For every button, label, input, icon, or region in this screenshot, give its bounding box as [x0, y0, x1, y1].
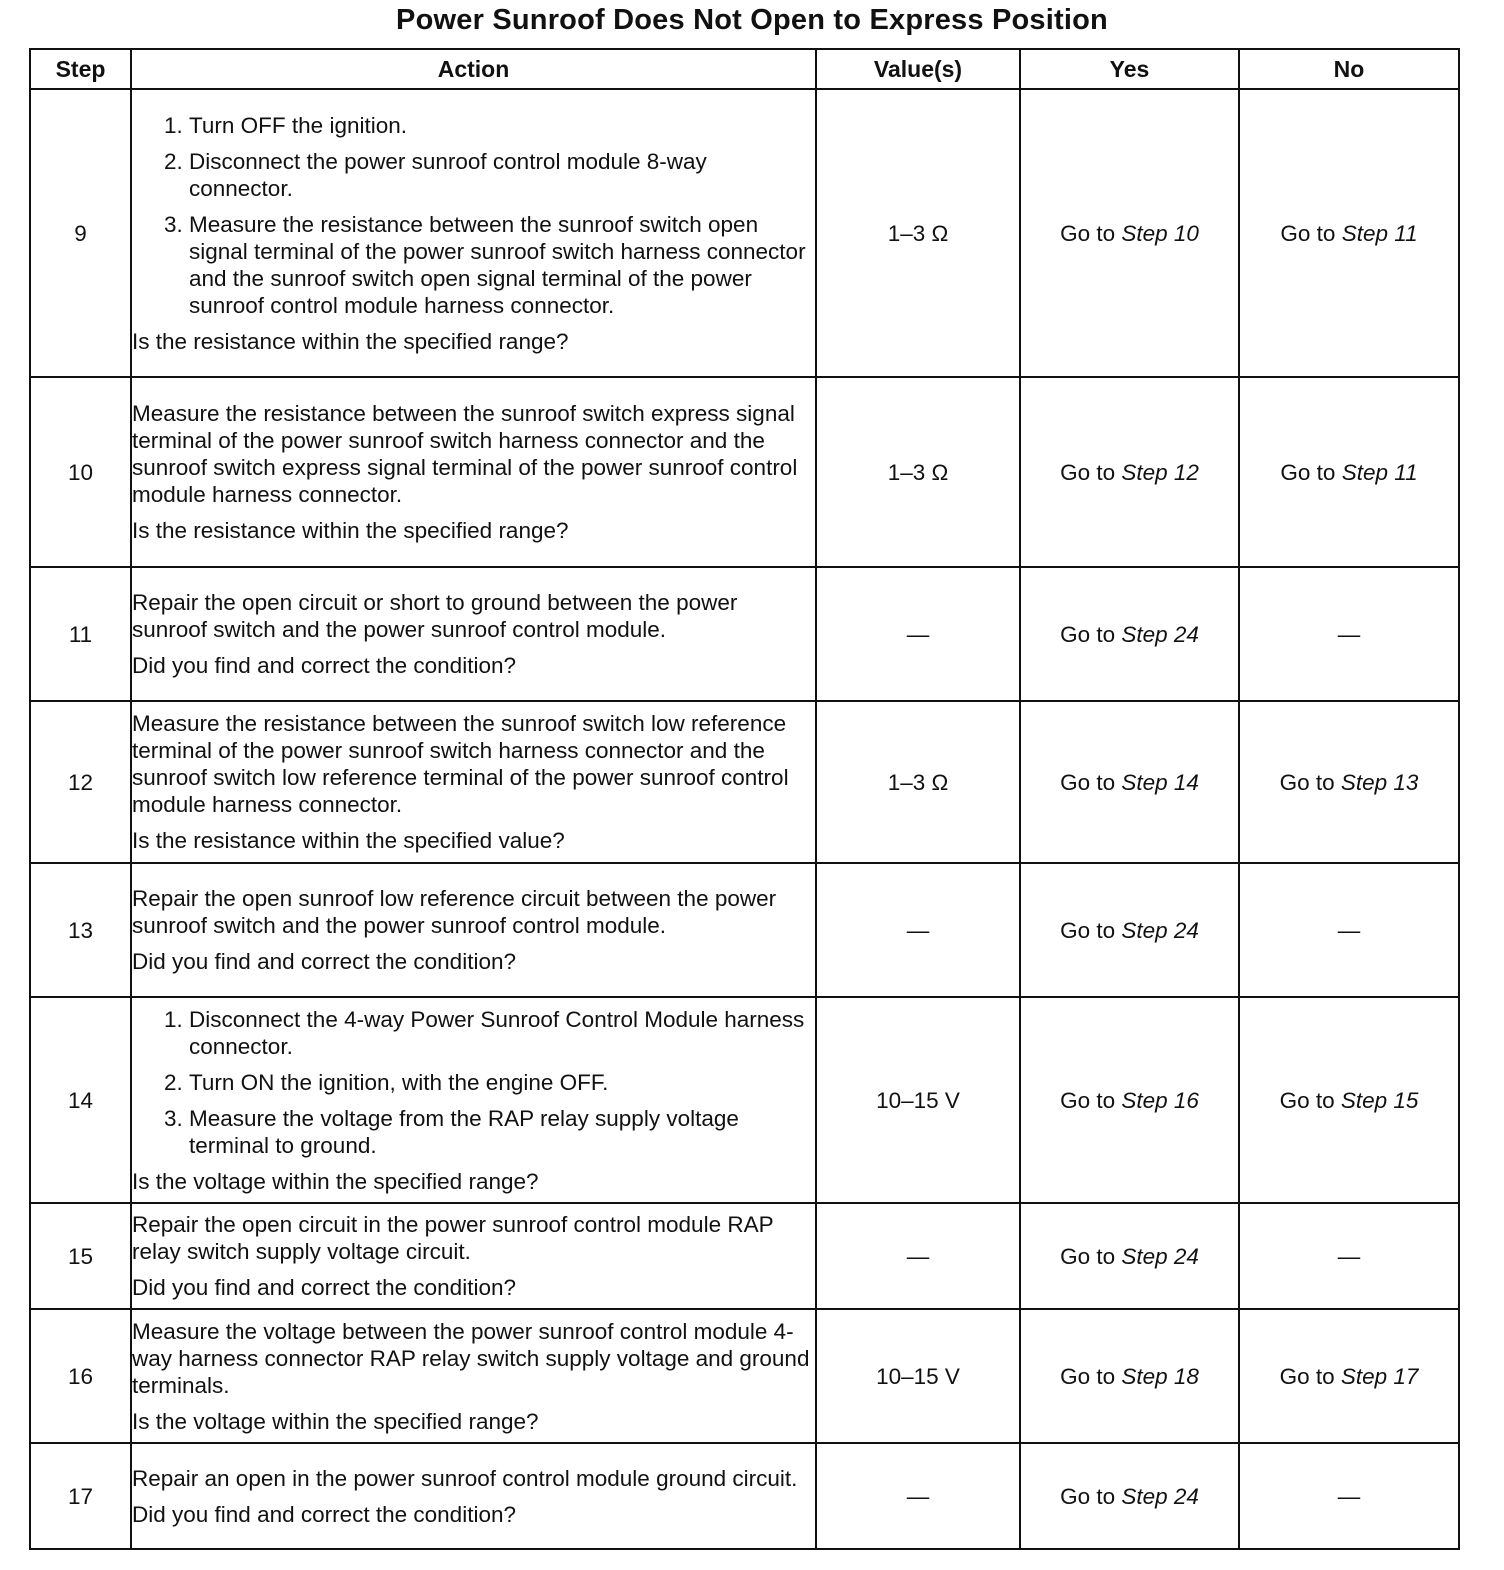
goto-step-link: Step 11	[1341, 220, 1418, 246]
yes-cell	[1020, 377, 1239, 567]
table-row	[30, 1309, 1459, 1443]
action-steps-list	[132, 112, 815, 319]
goto-step-link: Step 16	[1121, 1087, 1199, 1113]
goto-step-link: Step 24	[1121, 917, 1199, 943]
table-header-row	[30, 49, 1459, 89]
table-row	[30, 377, 1459, 567]
value-cell: 10–15 V	[816, 1309, 1020, 1443]
header-value: Value(s)	[816, 49, 1020, 89]
yes-cell	[1020, 1443, 1239, 1549]
goto-prefix: Go to	[1279, 1363, 1341, 1389]
no-cell	[1239, 1309, 1459, 1443]
action-description: Repair the open sunroof low reference circuit between the power sunroof switch and the power sunroof control module.	[132, 886, 777, 938]
action-cell	[131, 863, 816, 997]
action-question: Did you find and correct the condition?	[132, 653, 516, 678]
action-cell	[131, 1203, 816, 1309]
value-cell: 1–3 Ω	[816, 701, 1020, 863]
goto-prefix: Go to	[1280, 220, 1342, 246]
value-cell: —	[816, 863, 1020, 997]
action-question: Is the resistance within the specified value?	[132, 828, 565, 853]
goto-prefix: Go to	[1060, 1363, 1122, 1389]
goto-prefix: Go to	[1060, 1243, 1122, 1269]
action-steps-list	[132, 1006, 815, 1159]
header-yes: Yes	[1020, 49, 1239, 89]
action-step: 1. Turn OFF the ignition.	[189, 112, 815, 139]
goto-step-link: Step 24	[1121, 621, 1199, 647]
goto-step-link: Step 24	[1121, 1243, 1199, 1269]
action-question: Did you find and correct the condition?	[132, 1275, 516, 1300]
action-description: Measure the voltage between the power sunroof control module 4- way harness connector RAP relay switch supply voltage and ground terminals.	[132, 1318, 810, 1398]
value-cell: 10–15 V	[816, 997, 1020, 1203]
table-row	[30, 1443, 1459, 1549]
action-step: 1. Disconnect the 4-way Power Sunroof Control Module harness connector.	[189, 1006, 815, 1060]
no-cell: —	[1239, 567, 1459, 701]
action-question: Is the resistance within the specified range?	[132, 518, 569, 543]
goto-prefix: Go to	[1060, 621, 1122, 647]
diagnostic-table	[29, 48, 1460, 1550]
table-row	[30, 997, 1459, 1203]
yes-cell	[1020, 863, 1239, 997]
action-question: Is the voltage within the specified range?	[132, 1408, 539, 1434]
yes-cell	[1020, 701, 1239, 863]
goto-prefix: Go to	[1060, 917, 1122, 943]
step-number: 12	[30, 701, 131, 863]
value-cell: 1–3 Ω	[816, 89, 1020, 377]
header-action: Action	[131, 49, 816, 89]
value-cell: —	[816, 1203, 1020, 1309]
goto-prefix: Go to	[1060, 1483, 1122, 1509]
step-number: 9	[30, 89, 131, 377]
goto-step-link: Step 11	[1341, 459, 1418, 485]
goto-step-link: Step 24	[1121, 1483, 1199, 1509]
step-number: 14	[30, 997, 131, 1203]
no-cell	[1239, 997, 1459, 1203]
action-question: Is the voltage within the specified range?	[132, 1168, 539, 1194]
action-description: Repair the open circuit in the power sunroof control module RAP relay switch supply voltage circuit.	[132, 1212, 774, 1264]
goto-prefix: Go to	[1279, 769, 1341, 795]
goto-step-link: Step 15	[1340, 1087, 1419, 1113]
action-description: Repair an open in the power sunroof control module ground circuit.	[132, 1465, 798, 1491]
step-number: 15	[30, 1203, 131, 1309]
action-cell	[131, 377, 816, 567]
action-cell	[131, 89, 816, 377]
header-no: No	[1239, 49, 1459, 89]
value-cell: 1–3 Ω	[816, 377, 1020, 567]
goto-prefix: Go to	[1060, 220, 1122, 246]
goto-prefix: Go to	[1060, 1087, 1122, 1113]
action-question: Did you find and correct the condition?	[132, 1501, 516, 1527]
page-title: Power Sunroof Does Not Open to Express Position	[396, 4, 1108, 36]
goto-step-link: Step 18	[1121, 1363, 1199, 1389]
goto-step-link: Step 14	[1121, 769, 1199, 795]
header-step: Step	[30, 49, 131, 89]
goto-prefix: Go to	[1060, 459, 1122, 485]
step-number: 13	[30, 863, 131, 997]
yes-cell	[1020, 1309, 1239, 1443]
action-cell	[131, 567, 816, 701]
no-cell: —	[1239, 1203, 1459, 1309]
goto-prefix: Go to	[1060, 769, 1122, 795]
step-number: 17	[30, 1443, 131, 1549]
action-step: 3. Measure the resistance between the sunroof switch open signal terminal of the power sunroof switch harness connector and the sunroof switch open signal terminal of the power sunroof control module harness connector.	[189, 211, 815, 319]
no-cell	[1239, 377, 1459, 567]
step-number: 10	[30, 377, 131, 567]
value-cell: —	[816, 567, 1020, 701]
table-row	[30, 701, 1459, 863]
action-question: Is the resistance within the specified range?	[132, 328, 569, 354]
action-step: 2. Turn ON the ignition, with the engine OFF.	[189, 1069, 815, 1096]
action-cell	[131, 997, 816, 1203]
value-cell: —	[816, 1443, 1020, 1549]
goto-prefix: Go to	[1279, 1087, 1341, 1113]
yes-cell	[1020, 997, 1239, 1203]
step-number: 16	[30, 1309, 131, 1443]
no-cell: —	[1239, 1443, 1459, 1549]
action-cell	[131, 701, 816, 863]
no-cell	[1239, 89, 1459, 377]
goto-step-link: Step 13	[1340, 769, 1419, 795]
action-step: 3. Measure the voltage from the RAP relay supply voltage terminal to ground.	[189, 1105, 815, 1159]
goto-prefix: Go to	[1280, 459, 1342, 485]
action-description: Measure the resistance between the sunroof switch low reference terminal of the power sunroof switch harness connector and the sunroof switch low reference terminal of the power sunroof control module harness connector.	[132, 711, 789, 817]
goto-step-link: Step 12	[1121, 459, 1199, 485]
table-row	[30, 1203, 1459, 1309]
yes-cell	[1020, 1203, 1239, 1309]
action-description: Measure the resistance between the sunroof switch express signal terminal of the power sunroof switch harness connector and the sunroof switch express signal terminal of the power sunroof control module harness connector.	[132, 401, 798, 507]
action-cell	[131, 1309, 816, 1443]
no-cell: —	[1239, 863, 1459, 997]
no-cell	[1239, 701, 1459, 863]
table-row	[30, 567, 1459, 701]
yes-cell	[1020, 89, 1239, 377]
table-row	[30, 89, 1459, 377]
step-number: 11	[30, 567, 131, 701]
action-description: Repair the open circuit or short to ground between the power sunroof switch and the power sunroof control module.	[132, 590, 738, 642]
yes-cell	[1020, 567, 1239, 701]
goto-step-link: Step 17	[1340, 1363, 1419, 1389]
goto-step-link: Step 10	[1121, 220, 1199, 246]
action-cell	[131, 1443, 816, 1549]
table-row	[30, 863, 1459, 997]
action-step: 2. Disconnect the power sunroof control module 8-way connector.	[189, 148, 815, 202]
action-question: Did you find and correct the condition?	[132, 949, 516, 974]
